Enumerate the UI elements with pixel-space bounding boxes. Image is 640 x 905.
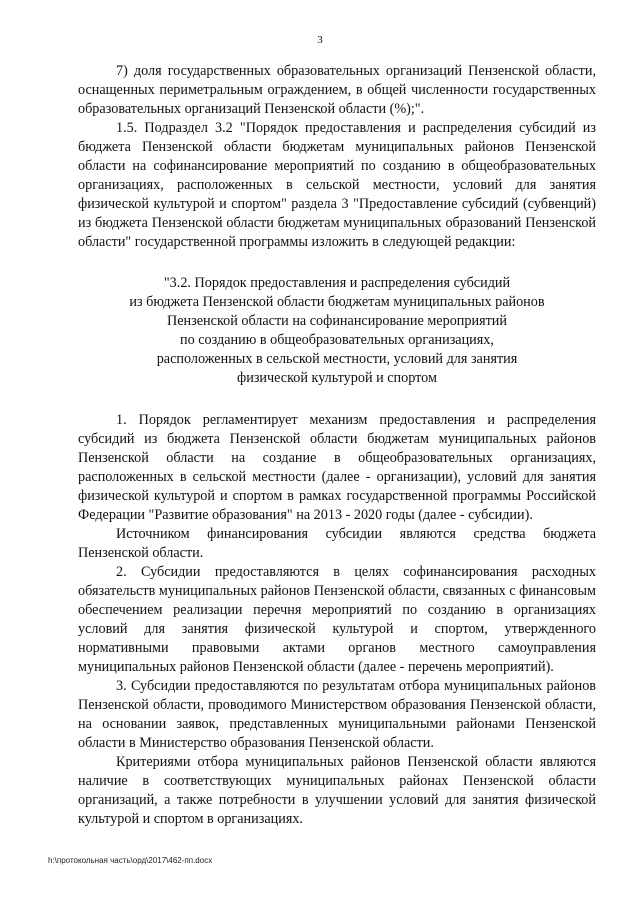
- heading-line: по созданию в общеобразовательных организациях,: [180, 332, 494, 348]
- paragraph-3: 3. Субсидии предоставляются по результатам отбора муниципальных районов Пензенской области, проводимого Министерством образования Пензенской области, на основании заявок, представленных муниципальными районами Пензенской области в Министерство образования Пензенской области.: [78, 678, 596, 751]
- page-number: 3: [317, 34, 323, 46]
- heading-line: Пензенской области на софинансирование мероприятий: [167, 313, 507, 329]
- file-path-footer: h:\протокольная часть\орд\2017\462-пп.docx: [48, 856, 213, 865]
- heading-line: расположенных в сельской местности, условий для занятия: [156, 351, 518, 367]
- paragraph-1-5: 1.5. Подраздел 3.2 "Порядок предоставления и распределения субсидий из бюджета Пензенской области бюджетам муниципальных районов Пензенской области на софинансирование мероприятий по созданию в общеобразовательных организациях, расположенных в сельской местности, условий для занятия физической культурой и спортом" раздела 3 "Предоставление субсидий (субвенций) из бюджета Пензенской области бюджетам муниципальных образований Пензенской области" государственной программы изложить в следующей редакции:: [78, 120, 596, 250]
- section-heading: [78, 274, 596, 388]
- heading-line: из бюджета Пензенской области бюджетам муниципальных районов: [129, 294, 545, 310]
- paragraph-item-7: 7) доля государственных образовательных организаций Пензенской области, оснащенных периметральным ограждением, в общей численности государственных образовательных организаций Пензенской области (%);".: [78, 63, 596, 117]
- paragraph-selection-criteria: Критериями отбора муниципальных районов Пензенской области являются наличие в соответствующих муниципальных районах Пензенской области организаций, а также потребности в улучшении условий для занятия физической культурой и спортом в организациях.: [78, 754, 596, 827]
- paragraph-2: 2. Субсидии предоставляются в целях софинансирования расходных обязательств муниципальных районов Пензенской области, связанных с финансовым обеспечением реализации перечня мероприятий по созданию в организациях условий для занятия физической культурой и спортом, утвержденного нормативными правовыми актами органов местного самоуправления муниципальных районов Пензенской области (далее - перечень мероприятий).: [78, 564, 596, 675]
- document-body: [78, 62, 596, 829]
- paragraph-funding-source: Источником финансирования субсидии являются средства бюджета Пензенской области.: [78, 526, 596, 561]
- heading-line: "3.2. Порядок предоставления и распределения субсидий: [163, 275, 511, 291]
- heading-line: физической культурой и спортом: [237, 370, 437, 386]
- paragraph-1: 1. Порядок регламентирует механизм предоставления и распределения субсидий из бюджета Пензенской области бюджетам муниципальных районов Пензенской области на создание в общеобразовательных организациях, расположенных в сельской местности (далее - организации), условий для занятия физической культурой и спортом в рамках государственной программы Российской Федерации "Развитие образования" на 2013 - 2020 годы (далее - субсидии).: [78, 412, 596, 523]
